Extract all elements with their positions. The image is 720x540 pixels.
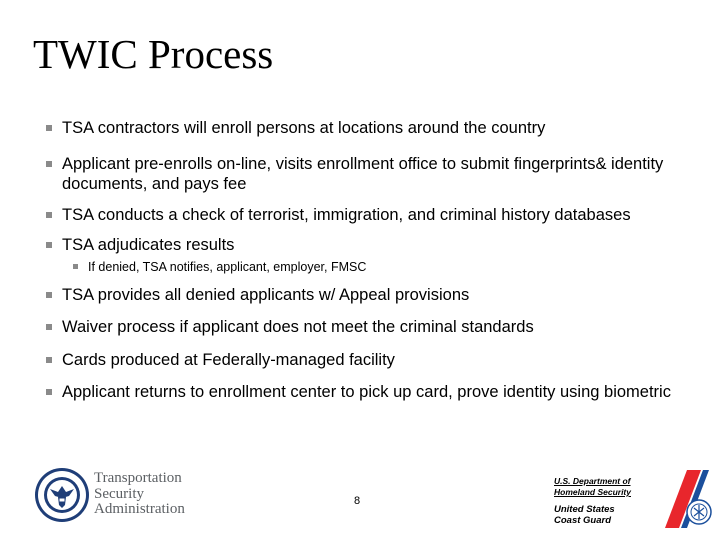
bullet-list xyxy=(45,118,685,403)
dhs-seal-icon xyxy=(34,467,90,523)
uscg-logo xyxy=(550,470,715,530)
bullet-item: Applicant returns to enrollment center to pick up card, prove identity using biometric xyxy=(45,382,685,403)
agency-line: Coast Guard xyxy=(554,515,612,526)
agency-line: United States xyxy=(554,504,615,515)
coast-guard-stripe-icon xyxy=(645,470,715,528)
tsa-line: Transportation xyxy=(94,470,182,486)
bullet-item: TSA provides all denied applicants w/ Appeal provisions xyxy=(45,285,685,306)
bullet-item: Waiver process if applicant does not meet the criminal standards xyxy=(45,317,685,338)
bullet-item: TSA conducts a check of terrorist, immigration, and criminal history databases xyxy=(45,205,685,226)
sub-bullet-item: If denied, TSA notifies, applicant, employer, FMSC xyxy=(71,259,685,275)
tsa-line: Administration xyxy=(94,501,185,517)
dept-line: U.S. Department of xyxy=(554,476,631,486)
bullet-item: Cards produced at Federally-managed facility xyxy=(45,350,685,371)
bullet-item: Applicant pre-enrolls on-line, visits enrollment office to submit fingerprints& identity documents, and pays fee xyxy=(45,154,685,195)
tsa-line: Security xyxy=(94,485,144,502)
bullet-item: TSA contractors will enroll persons at locations around the country xyxy=(45,118,685,139)
slide-title: TWIC Process xyxy=(33,31,274,77)
bullet-item: TSA adjudicates results xyxy=(45,235,685,256)
dept-line: Homeland Security xyxy=(554,487,631,497)
tsa-logo xyxy=(34,467,204,525)
page-number: 8 xyxy=(354,495,361,507)
tsa-wordmark xyxy=(94,471,185,518)
uscg-wordmark xyxy=(554,476,644,526)
